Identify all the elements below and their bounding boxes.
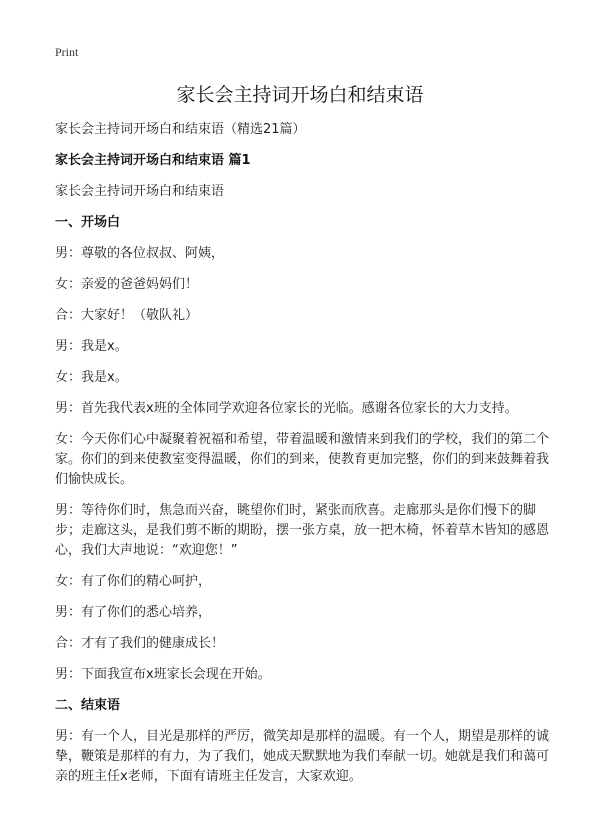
- paragraph: 女：亲爱的爸爸妈妈们！: [55, 277, 199, 292]
- paragraph: 女：有了你们的精心呵护，: [55, 574, 212, 589]
- print-link[interactable]: Print: [55, 45, 79, 59]
- document-body: [55, 120, 555, 798]
- paragraph: 女：今天你们心中凝聚着祝福和希望，带着温暖和激情来到我们的学校，我们的第二个家。你们的到来使教室变得温暖，你们的到来，使教育更加完整，你们的到来鼓舞着我们愉快成长。: [55, 432, 550, 487]
- paragraph: 女：我是x。: [55, 370, 128, 385]
- paragraph: 男：首先我代表x班的全体同学欢迎各位家长的光临。感谢各位家长的大力支持。: [55, 401, 518, 416]
- section-heading: 二、结束语: [55, 698, 121, 713]
- paragraph: 家长会主持词开场白和结束语: [55, 184, 225, 199]
- paragraph: 合：大家好！（敬队礼）: [55, 308, 199, 323]
- paragraph: 男：尊敬的各位叔叔、阿姨，: [55, 246, 225, 261]
- paragraph: 男：下面我宣布x班家长会现在开始。: [55, 667, 271, 682]
- paragraph: 合：才有了我们的健康成长！: [55, 636, 225, 651]
- document-title: 家长会主持词开场白和结束语: [176, 84, 424, 106]
- paragraph: 男：有一个人，目光是那样的严厉，微笑却是那样的温暖。有一个人，期望是那样的诚挚，鞭策是那样的有力，为了我们，她成天默默地为我们奉献一切。她就是我们和蔼可亲的班主任x老师，下面有请班主任发言，大家欢迎。: [55, 729, 550, 784]
- section-heading: 家长会主持词开场白和结束语 篇1: [55, 153, 251, 168]
- paragraph: 男：我是x。: [55, 339, 128, 354]
- paragraph: 男：等待你们时，焦急而兴奋，眺望你们时，紧张而欣喜。走廊那头是你们慢下的脚步；走廊这头，是我们剪不断的期盼，摆一张方桌，放一把木椅，怀着草木皆知的感恩心，我们大声地说：“欢迎您！”: [55, 503, 550, 558]
- paragraph: 家长会主持词开场白和结束语（精选21篇）: [55, 122, 306, 137]
- paragraph: 男：有了你们的悉心培养，: [55, 605, 212, 620]
- section-heading: 一、开场白: [55, 215, 121, 230]
